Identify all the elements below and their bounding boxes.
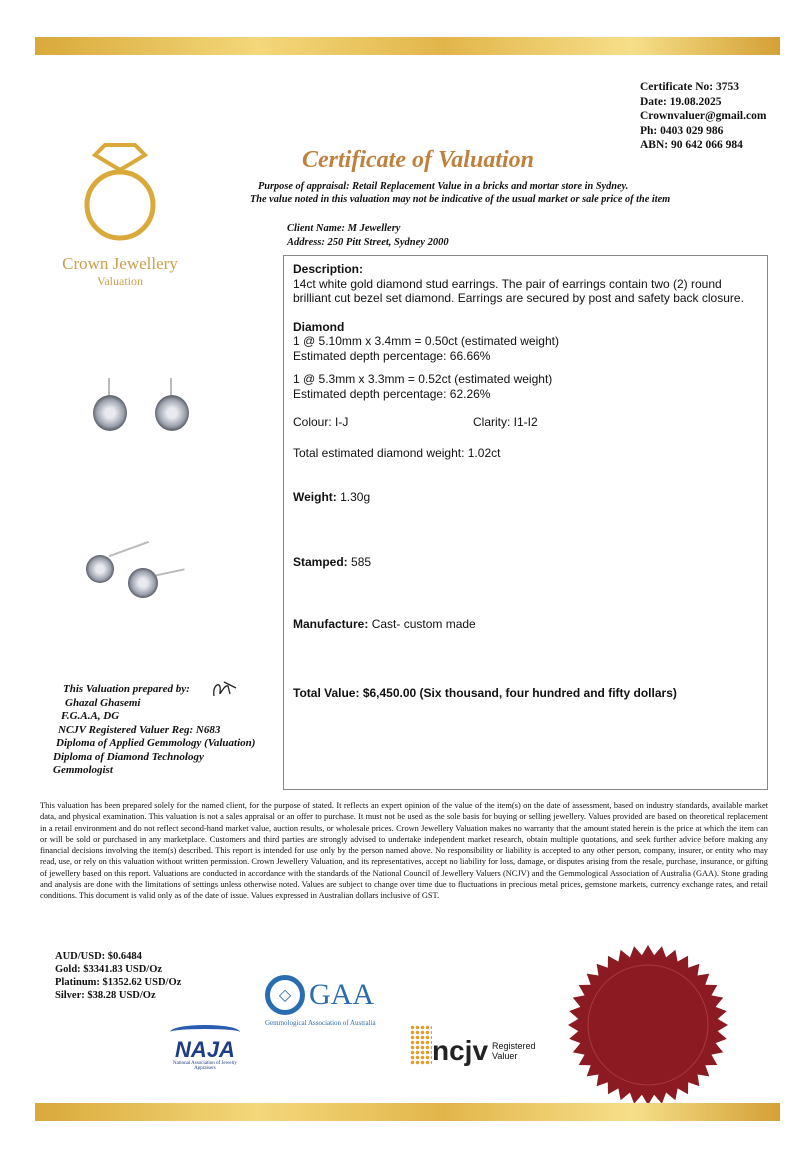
page-title: Certificate of Valuation xyxy=(302,147,535,173)
gaa-text: GAA xyxy=(309,978,374,1011)
weight: Weight: 1.30g xyxy=(293,490,371,504)
client-address: Address: 250 Pitt Street, Sydney 2000 xyxy=(287,237,449,248)
client-name: Client Name: M Jewellery xyxy=(287,223,401,234)
manufacture: Manufacture: Cast- custom made xyxy=(293,617,476,631)
purpose-line: Purpose of appraisal: Retail Replacement Value in a bricks and mortar store in Sydney. xyxy=(258,181,629,192)
stone-1: 1 @ 5.10mm x 3.4mm = 0.50ct (estimated weight) xyxy=(293,334,559,348)
ncjv-logo xyxy=(410,1025,542,1065)
logo-name: Crown Jewellery xyxy=(62,254,178,273)
valuer-name: Ghazal Ghasemi xyxy=(65,696,141,709)
colour: Colour: I-J xyxy=(293,415,349,429)
rate-silver: Silver: $38.28 USD/Oz xyxy=(55,990,156,1001)
naja-subtitle: National Association of Jewelry Appraisers xyxy=(172,1061,237,1071)
title-gemmologist: Gemmologist xyxy=(53,764,113,776)
stone-1-depth: Estimated depth percentage: 66.66% xyxy=(293,348,491,363)
signature-icon xyxy=(210,678,240,700)
metal-rates xyxy=(55,950,181,1002)
purpose xyxy=(250,180,670,206)
stone-2-depth: Estimated depth percentage: 62.26% xyxy=(293,386,491,401)
valuer-qualifications: F.G.A.A, DG xyxy=(61,710,120,722)
rate-platinum: Platinum: $1352.62 USD/Oz xyxy=(55,977,182,988)
stamped: Stamped: 585 xyxy=(293,554,372,569)
gaa-subtitle: Gemmological Association of Australia xyxy=(265,1019,376,1027)
clarity: Clarity: I1-I2 xyxy=(473,415,538,429)
total-diamond-weight: Total estimated diamond weight: 1.02ct xyxy=(293,445,501,460)
ring-logo-icon xyxy=(75,135,165,245)
logo-subtitle: Valuation xyxy=(97,274,143,288)
company-logo xyxy=(40,135,200,289)
rate-gold: Gold: $3341.83 USD/Oz xyxy=(55,964,163,975)
ncjv-text: ncjv xyxy=(432,1035,489,1066)
valuer-registration: NCJV Registered Valuer Reg: N683 xyxy=(58,723,221,736)
description-box xyxy=(283,255,768,790)
ncjv-subtitle: Registered Valuer xyxy=(492,1041,536,1061)
description-label: Description: xyxy=(293,262,364,276)
naja-text: NAJA xyxy=(175,1037,235,1062)
naja-logo xyxy=(170,1025,240,1071)
phone: Ph: 0403 029 986 xyxy=(640,124,724,137)
certificate-info xyxy=(640,80,766,153)
purpose-note: The value noted in this valuation may not be indicative of the usual market or sale price of the item xyxy=(250,194,671,205)
description-text: 14ct white gold diamond stud earrings. The pair of earrings contain two (2) round brilliant cut bezel set diamond. Earrings are secured by post and safety back closure. xyxy=(293,276,744,305)
bottom-gold-bar xyxy=(35,1103,780,1121)
date: Date: 19.08.2025 xyxy=(640,95,722,108)
email: Crownvaluer@gmail.com xyxy=(640,110,767,122)
disclaimer: This valuation has been prepared solely for the named client, for the purpose of stated. It reflects an expert opinion of the value of the item(s) on the date of assessment, based on industry standards, available market data, and physical examination. This valuation is not a sales appraisal or an offer to purchase. It must not be used as the sole basis for buying or selling jewellery. Values provided are based on theoretical replacement in a retail environment and do not reflect second-hand market value, auction results, or wholesale prices. Crown Jewellery Valuation makes no warranty that the amount stated herein is the price at which the item can or will be sold or purchased in any marketplace. Customers and third parties are strongly advised to undertake independent market research, obtain multiple quotations, and seek further advice before making any financial decisions involving the item(s) described. This report is intended for use only by the person named above. No responsibility or liability is accepted to any other person, company, insurer, or entity who may read, use, or rely on this valuation without written permission. Crown Jewellery Valuation, and its representatives, accept no liability for loss, damage, or disputes arising from the resale, purchase, insurance, or gifting of jewellery based on this report. Valuations are conducted in accordance with the standards of the National Council of Jewellery Valuers (NCJV) and the Gemmological Association of Australia (GAA). Stone grading and analysis are done with the limitations of settings unless otherwise noted. Values are subject to change over time due to fluctuations in precious metal prices, gemstone markets, currency exchange rates, and retail conditions. This document is valid only as of the date of issue. Values expressed in Australian dollars inclusive of GST. xyxy=(40,801,768,901)
abn: ABN: 90 642 066 984 xyxy=(640,139,743,151)
client-info xyxy=(287,222,449,250)
diploma-1: Diploma of Applied Gemmology (Valuation) xyxy=(56,737,256,749)
gaa-logo xyxy=(265,975,405,1027)
stone-2: 1 @ 5.3mm x 3.3mm = 0.52ct (estimated weight) xyxy=(293,372,553,386)
diamond-label: Diamond xyxy=(293,319,345,334)
total-value: Total Value: $6,450.00 (Six thousand, four hundred and fifty dollars) xyxy=(293,685,677,700)
diploma-2: Diploma of Diamond Technology xyxy=(53,750,204,763)
top-gold-bar xyxy=(35,37,780,55)
wax-seal-icon xyxy=(568,945,728,1105)
prepared-by-label: This Valuation prepared by: xyxy=(63,683,190,695)
certificate-number: Certificate No: 3753 xyxy=(640,81,739,93)
dots-icon xyxy=(410,1025,432,1065)
diamond-icon: ◇ xyxy=(265,975,305,1015)
rate-aud-usd: AUD/USD: $0.6484 xyxy=(55,951,142,962)
